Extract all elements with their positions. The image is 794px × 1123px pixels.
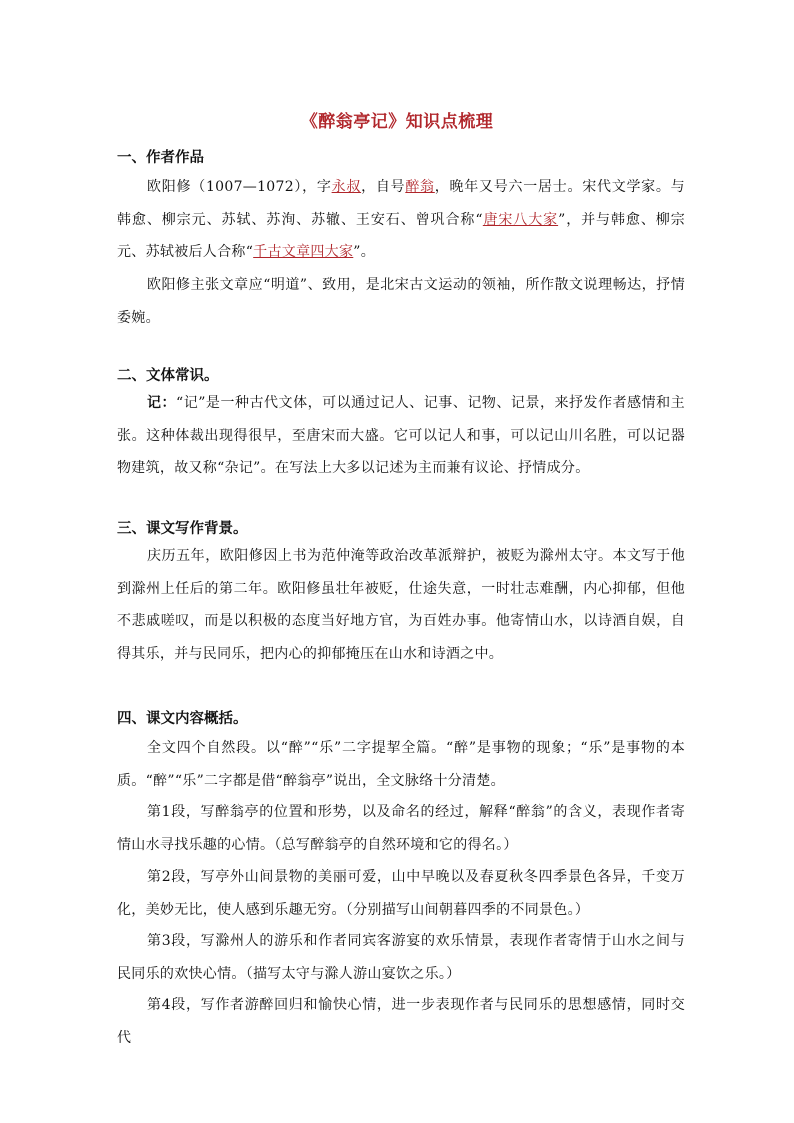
term-four-masters: 千古文章四大家 <box>253 244 354 260</box>
term-zuiweng: 醉翁 <box>405 179 435 195</box>
section-4-paragraph-2: 第1段，写醉翁亭的位置和形势，以及命名的经过，解释“醉翁”的含义，表现作者寄情山水寻找乐趣的心情。（总写醉翁亭的自然环境和它的得名。） <box>117 804 685 853</box>
document-title: 《醉翁亭记》知识点梳理 <box>300 112 494 132</box>
text-run: ”。 <box>353 244 376 260</box>
section-4-paragraph-4: 第3段，写滁州人的游乐和作者同宾客游宴的欢乐情景，表现作者寄情于山水之间与民同乐的欢快心情。（描写太守与滁人游山宴饮之乐。） <box>117 933 685 982</box>
section-1-paragraph-2: 欧阳修主张文章应“明道”、致用，是北宋古文运动的领袖，所作散文说理畅达，抒情委婉。 <box>117 277 685 326</box>
section-4-paragraph-1: 全文四个自然段。以“醉”“乐”二字提挈全篇。“醉”是事物的现象；“乐”是事物的本质。“醉”“乐”二字都是借“醉翁亭”说出，全文脉络十分清楚。 <box>117 740 685 789</box>
text-run: “记”是一种古代文体，可以通过记人、记事、记物、记景，来抒发作者感情和主张。这种体裁出现得很早，至唐宋而大盛。它可以记人和事，可以记山川名胜，可以记器物建筑，故又称“杂记”。在写法上大多以记述为主而兼有议论、抒情成分。 <box>117 395 685 476</box>
section-4-paragraph-5: 第4段，写作者游醉回归和愉快心情，进一步表现作者与民同乐的思想感情，同时交代 <box>117 997 685 1046</box>
section-1-paragraph-1 <box>117 171 685 269</box>
text-run: ”，并与韩愈、柳宗元、苏轼被后人合称“ <box>117 211 686 260</box>
section-4-paragraph-3: 第2段，写亭外山间景物的美丽可爱，山中早晚以及春夏秋冬四季景色各异，千变万化，美妙无比，使人感到乐趣无穷。（分别描写山间朝暮四季的不同景色。） <box>117 869 685 918</box>
section-heading-2: 二、文体常识。 <box>117 367 219 384</box>
section-heading-4: 四、课文内容概括。 <box>117 710 248 727</box>
term-tangsong-eight: 唐宋八大家 <box>482 211 559 228</box>
genre-label: 记： <box>147 395 177 411</box>
section-3-paragraph-1: 庆历五年，欧阳修因上书为范仲淹等政治改革派辩护，被贬为滁州太守。本文写于他到滁州上任后的第二年。欧阳修虽壮年被贬，仕途失意，一时壮志难酬，内心抑郁，但他不悲戚嗟叹，而是以积极的态度当好地方官，为百姓办事。他寄情山水，以诗酒自娱，自得其乐，并与民同乐，把内心的抑郁掩压在山水和诗酒之中。 <box>117 548 685 662</box>
text-run: ，晚年又号六一居士。宋代文学家。与韩愈、柳宗元、苏轼、苏洵、苏辙、王安石、曾巩合称“ <box>117 179 685 228</box>
section-heading-3: 三、课文写作背景。 <box>117 520 248 537</box>
section-heading-1: 一、作者作品 <box>117 149 204 166</box>
text-run: 欧阳修（1007—1072），字 <box>147 179 332 195</box>
text-run: ，自号 <box>361 179 406 195</box>
section-2-paragraph-1 <box>117 387 685 485</box>
term-yongshu: 永叔 <box>331 179 362 195</box>
